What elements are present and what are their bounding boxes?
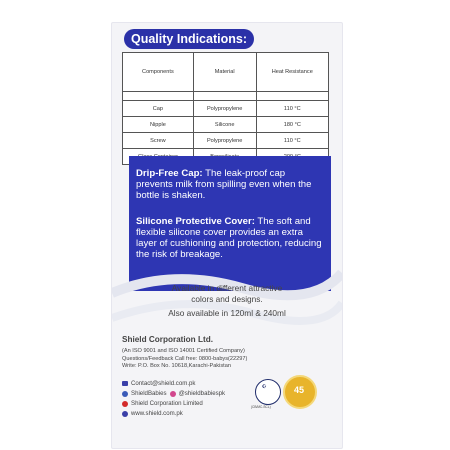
header-components: Components <box>123 53 194 92</box>
table-header-row <box>123 53 329 92</box>
availability-line-2: colors and designs. <box>191 294 263 304</box>
quality-title: Quality Indications: <box>124 29 254 49</box>
drip-free-title: Drip-Free Cap: <box>136 168 203 179</box>
table-row <box>123 117 329 133</box>
cover-paragraph <box>136 216 324 260</box>
youtube-icon <box>122 401 128 407</box>
availability-line-1: Available in different attractive <box>171 283 283 293</box>
quality-table <box>122 52 329 165</box>
company-details <box>122 348 247 371</box>
cell-heat: 110 °C <box>256 101 328 117</box>
instagram-icon <box>170 391 176 397</box>
anniversary-number: 45 <box>294 385 305 395</box>
youtube-text: Shield Corporation Limited <box>131 400 203 407</box>
cell-material: Polypropylene <box>193 101 256 117</box>
cover-text: The soft and flexible silicone cover provides an extra layer of cushioning and protection, reducing the risk of breakage. <box>136 216 322 260</box>
cell-component: Cap <box>123 101 194 117</box>
web-text: www.shield.com.pk <box>131 410 183 417</box>
cell-component: Screw <box>123 133 194 149</box>
drip-free-text: The leak-proof cap prevents milk from spilling even when the bottle is shaken. <box>136 168 312 201</box>
globe-icon <box>122 411 128 417</box>
web-contact[interactable] <box>122 410 282 417</box>
cell-material: Silicone <box>193 117 256 133</box>
table-row <box>123 133 329 149</box>
cover-title: Silicone Protective Cover: <box>136 216 255 227</box>
anniversary-seal-icon <box>283 375 317 409</box>
table-spacer-row <box>123 92 329 101</box>
product-info-panel <box>111 22 343 449</box>
halal-seal-icon: ☪ <box>255 379 281 405</box>
mail-icon <box>122 381 128 386</box>
header-heat: Heat Resistance <box>256 53 328 92</box>
instagram-text: @shieldbabiespk <box>178 390 226 397</box>
cell-heat: 110 °C <box>256 133 328 149</box>
company-cert: (An ISO 9001 and ISO 14001 Certified Company) <box>122 348 245 354</box>
facebook-icon <box>122 391 128 397</box>
company-address: Write: P.O. Box No. 10618,Karachi-Pakistan <box>122 363 231 370</box>
company-name: Shield Corporation Ltd. <box>122 335 213 344</box>
company-questions: Questions/Feedback Call free: 0800-babys(22297) <box>122 355 248 362</box>
availability-line-3: Also available in 120ml & 240ml <box>168 308 286 318</box>
cell-heat: 180 °C <box>256 117 328 133</box>
halal-seal-caption: (CB/MC-SCL) <box>251 405 271 409</box>
cell-material: Polypropylene <box>193 133 256 149</box>
drip-free-paragraph <box>136 168 324 201</box>
email-text: Contact@shield.com.pk <box>131 380 196 387</box>
cell-component: Nipple <box>123 117 194 133</box>
facebook-text: ShieldBabies <box>131 390 167 397</box>
table-row <box>123 101 329 117</box>
header-material: Material <box>193 53 256 92</box>
